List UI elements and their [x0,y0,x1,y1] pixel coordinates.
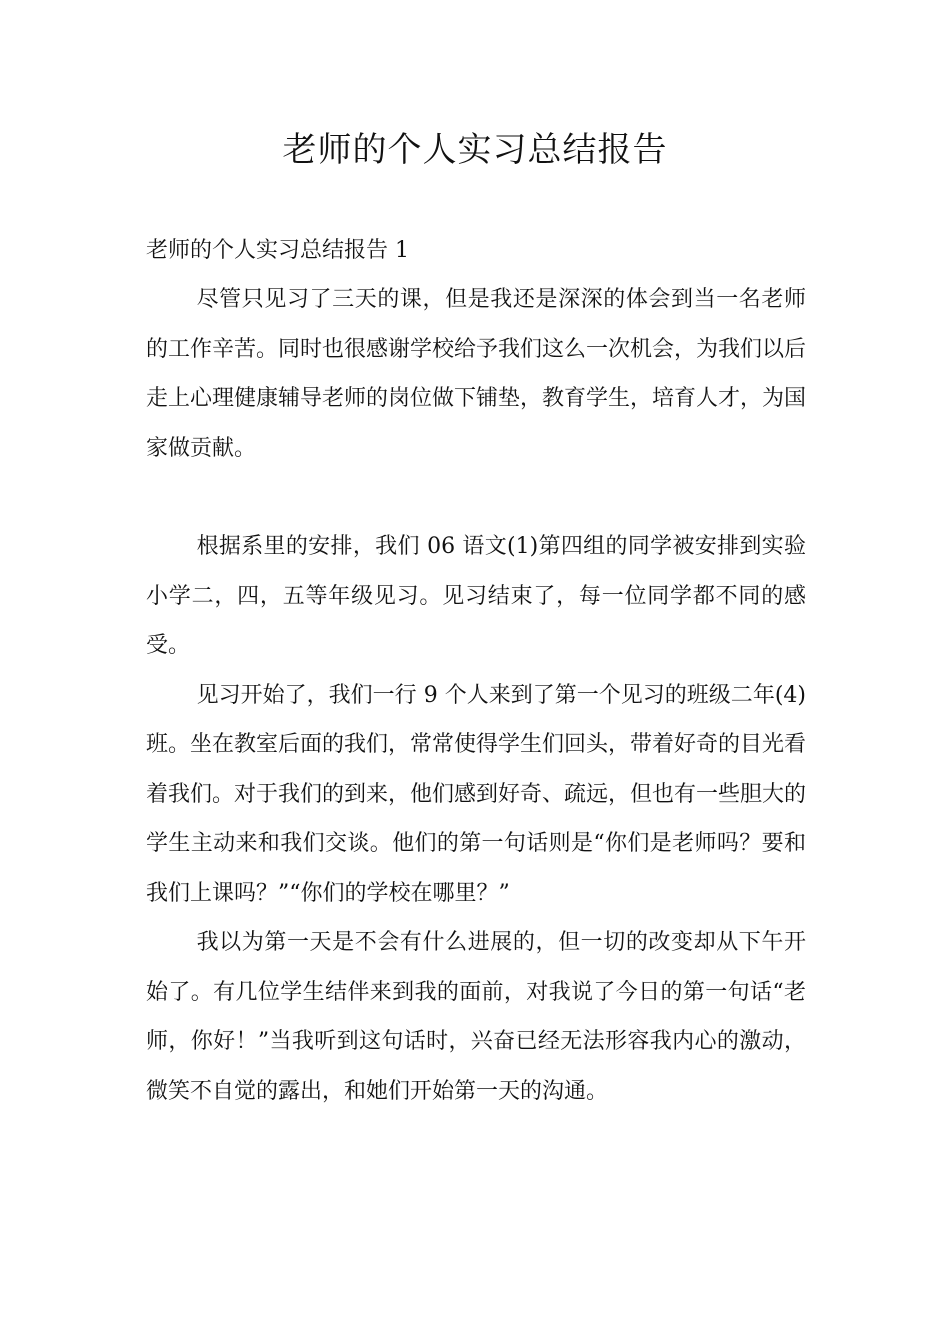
paragraph-1: 尽管只见习了三天的课，但是我还是深深的体会到当一名老师的工作辛苦。同时也很感谢学校给予我们这么一次机会，为我们以后走上心理健康辅导老师的岗位做下铺垫，教育学生，培育人才，为国家做贡献。 [146,287,807,461]
paragraph-3: 见习开始了，我们一行 9 个人来到了第一个见习的班级二年(4)班。坐在教室后面的我们，常常使得学生们回头，带着好奇的目光看着我们。对于我们的到来，他们感到好奇、疏远，但也有一些胆大的学生主动来和我们交谈。他们的第一句话则是“你们是老师吗？要和我们上课吗？”“你们的学校在哪里？” [146,682,807,906]
paragraph-2: 根据系里的安排，我们 06 语文(1)第四组的同学被安排到实验小学二，四，五等年级见习。见习结束了，每一位同学都不同的感受。 [146,534,806,658]
paragraph-spacer [146,473,806,522]
paragraph-4: 我以为第一天是不会有什么进展的，但一切的改变却从下午开始了。有几位学生结伴来到我的面前，对我说了今日的第一句话“老师，你好！”当我听到这句话时，兴奋已经无法形容我内心的激动，微笑不自觉的露出，和她们开始第一天的沟通。 [146,930,806,1104]
document-body [146,226,806,1116]
document-title: 老师的个人实习总结报告 [282,130,668,170]
section-heading: 老师的个人实习总结报告 1 [146,238,409,263]
